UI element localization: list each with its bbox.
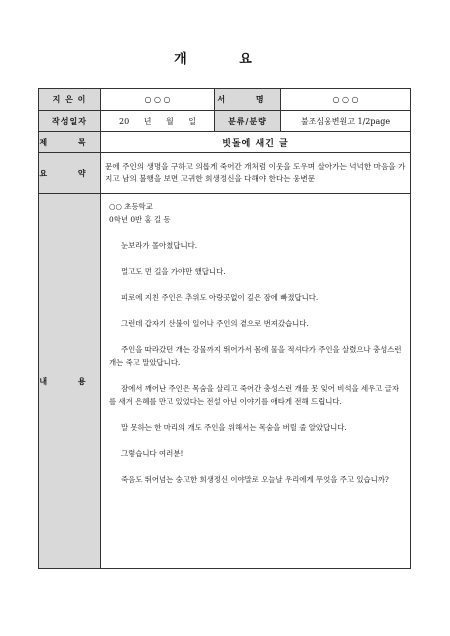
paragraph: 눈보라가 몰아쳤답니다. xyxy=(121,241,198,250)
content-row xyxy=(39,194,411,569)
subject-label: 제 목 xyxy=(39,132,101,153)
school-line: ○○ 초등학교 xyxy=(109,202,153,211)
summary-value: 문에 주인의 생명을 구하고 의롭게 죽어간 개처럼 이웃을 도우며 살아가는 넉넉한 마음을 가지고 남의 불행을 보면 고귀한 희생정신을 다해야 한다는 웅변문 xyxy=(101,153,411,194)
category-label: 분류/분량 xyxy=(215,111,281,132)
paragraph: 멀고도 먼 길을 가야만 했답니다. xyxy=(121,267,226,276)
content-label: 내 용 xyxy=(39,194,101,569)
summary-row xyxy=(39,153,411,194)
subject-row xyxy=(39,132,411,153)
paragraph: 말 못하는 한 마리의 개도 주인을 위해서는 목숨을 버릴 줄 알았답니다. xyxy=(121,423,347,432)
subject-value: 빗돌에 새긴 글 xyxy=(101,132,411,153)
page-title: 개 요 xyxy=(174,52,276,67)
summary-label: 요 약 xyxy=(39,153,101,194)
summary-form-table xyxy=(38,88,411,569)
reviewer-label: 서 명 xyxy=(215,89,281,111)
paragraph: 주인을 따라갔던 개는 강물까지 뛰어가서 몸에 물을 적셔다가 주인을 살렸으나 충성스런 개는 죽고 말았답니다. xyxy=(109,345,402,367)
author-label: 지 은 이 xyxy=(39,89,101,111)
date-label: 작성일자 xyxy=(39,111,101,132)
student-line: 0학년 0반 홍 길 동 xyxy=(109,215,171,224)
paragraph: 죽음도 뛰어넘는 숭고한 희생정신 이야말로 오늘날 우리에게 무엇을 주고 있습니까? xyxy=(121,475,389,484)
paragraph: 피로에 지친 주인은 추위도 아랑곳없이 깊은 잠에 빠졌답니다. xyxy=(121,293,319,302)
date-value: 20 년 월 일 xyxy=(101,111,215,132)
category-value: 불조심웅변원고 1/2page xyxy=(281,111,411,132)
paragraph: 잠에서 깨어난 주인은 목숨을 살리고 죽어간 충성스런 개를 못 잊어 비석을 세우고 글자를 새겨 은혜를 만고 있었다는 전설 아닌 이야기를 애타게 전해 드립니다. xyxy=(109,384,400,406)
author-value: ○ ○ ○ xyxy=(101,89,215,111)
paragraph: 그런데 갑자기 산불이 일어나 주인의 곁으로 번져갔습니다. xyxy=(121,319,309,328)
content-body xyxy=(101,194,411,569)
reviewer-value: ○ ○ ○ xyxy=(281,89,411,111)
paragraph: 그렇습니다 여러분! xyxy=(121,449,184,458)
date-row xyxy=(39,111,411,132)
author-row xyxy=(39,89,411,111)
